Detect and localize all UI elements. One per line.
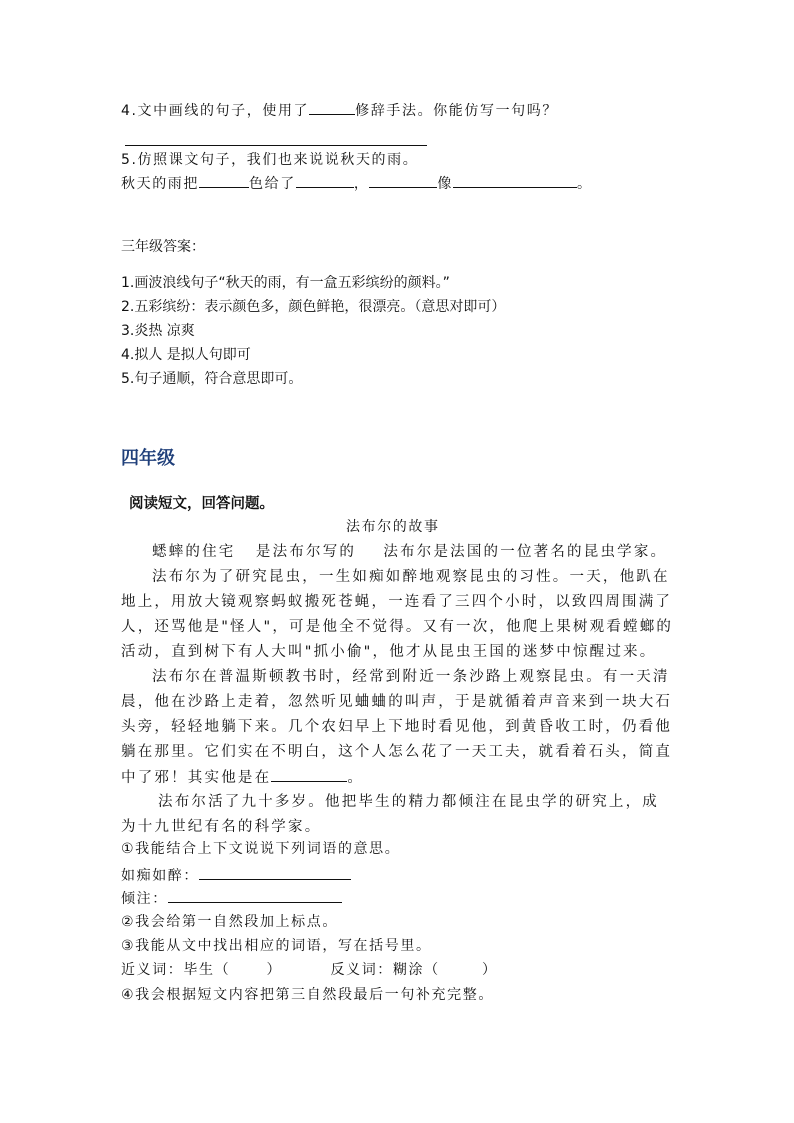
grade4-q2: ②我会给第一自然段加上标点。 (121, 914, 338, 930)
q1-a-blank (199, 865, 351, 880)
grade3-answers-title: 三年级答案： (121, 239, 205, 255)
q1-b-blank (168, 888, 342, 903)
grade4-q1-b (121, 888, 342, 909)
paragraph-line-with-blank (121, 767, 364, 788)
answer-item: 5.句子通顺，符合意思即可。 (121, 371, 303, 387)
story-title: 法布尔的故事 (346, 519, 440, 535)
paragraph-text-end: 。 (347, 770, 365, 786)
paragraph-line: 晨，他在沙路上走着，忽然听见蛐蛐的叫声，于是就循着声音来到一块大石 (121, 694, 673, 710)
q5-part3: ， (353, 176, 370, 192)
answer-item: 2.五彩缤纷：表示颜色多，颜色鲜艳，很漂亮。（意思对即可） (121, 299, 506, 315)
paragraph-line: 法布尔在普温斯顿教书时，经常到附近一条沙路上观察昆虫。有一天清 (152, 669, 670, 685)
q5-blank2 (296, 173, 354, 188)
grade4-q3: ③我能从文中找出相应的词语，写在括号里。 (121, 938, 432, 954)
q4-blank (309, 100, 355, 115)
q4-answer-line (125, 145, 427, 146)
paragraph-line: 法布尔为了研究昆虫，一生如痴如醉地观察昆虫的习性。一天，他趴在 (152, 569, 670, 585)
paragraph-text: 中了邪！其实他是在 (121, 770, 272, 786)
reading-instruction: 阅读短文，回答问题。 (129, 496, 274, 512)
q5-part2: 色给了 (249, 176, 296, 192)
grade4-q1: ①我能结合上下文说说下列词语的意思。 (121, 841, 401, 857)
q5-blank1 (199, 173, 249, 188)
q1-a-label: 如痴如醉： (121, 868, 199, 884)
grade4-heading: 四年级 (121, 448, 175, 469)
grade4-q4: ④我会根据短文内容把第三自然段最后一句补充完整。 (121, 987, 494, 1003)
paragraph-line: 躺在那里。它们实在不明白，这个人怎么花了一天工夫，就看着石头，简直 (121, 744, 673, 760)
answer-item: 3.炎热 凉爽 (121, 323, 195, 339)
paragraph-line: 地上，用放大镜观察蚂蚁搬死苍蝇，一连看了三四个小时，以致四周围满了 (121, 594, 673, 610)
question-5: 5.仿照课文句子，我们也来说说秋天的雨。 (121, 152, 419, 168)
paragraph-line: 为十九世纪有名的科学家。 (121, 819, 322, 835)
q5-blank3 (369, 173, 437, 188)
paragraph-line: 法布尔活了九十多岁。他把毕生的精力都倾注在昆虫学的研究上，成 (158, 794, 659, 810)
question-4 (121, 100, 558, 121)
paragraph-line: 活动，直到树下有人大叫"抓小偷"，他才从昆虫王国的迷梦中惊醒过来。 (121, 644, 657, 660)
paragraph-line: 人，还骂他是"怪人"，可是他全不觉得。又有一次，他爬上果树观看螳螂的 (121, 619, 674, 635)
grade4-q1-a (121, 865, 351, 886)
q4-text-before: 4.文中画线的句子，使用了 (121, 103, 310, 119)
answer-item: 1.画波浪线句子“秋天的雨，有一盒五彩缤纷的颜料。” (121, 275, 450, 291)
q1-b-label: 倾注： (121, 891, 168, 907)
q5-part5: 。 (577, 176, 593, 192)
question-5-sentence (121, 173, 593, 194)
paragraph-blank (271, 767, 347, 782)
paragraph-line: 头旁，轻轻地躺下来。几个农妇早上下地时看见他，到黄昏收工时，仍看他 (121, 719, 673, 735)
q5-blank4 (453, 173, 577, 188)
grade4-q3-line: 近义词：毕生（ ） 反义词：糊涂（ ） (121, 962, 498, 978)
q5-part4: 像 (437, 176, 454, 192)
q5-part1: 秋天的雨把 (121, 176, 199, 192)
answer-item: 4.拟人 是拟人句即可 (121, 347, 251, 363)
paragraph-line: 蟋蟀的住宅 是法布尔写的 法布尔是法国的一位著名的昆虫学家。 (152, 544, 668, 560)
q4-text-after: 修辞手法。你能仿写一句吗？ (355, 103, 558, 119)
